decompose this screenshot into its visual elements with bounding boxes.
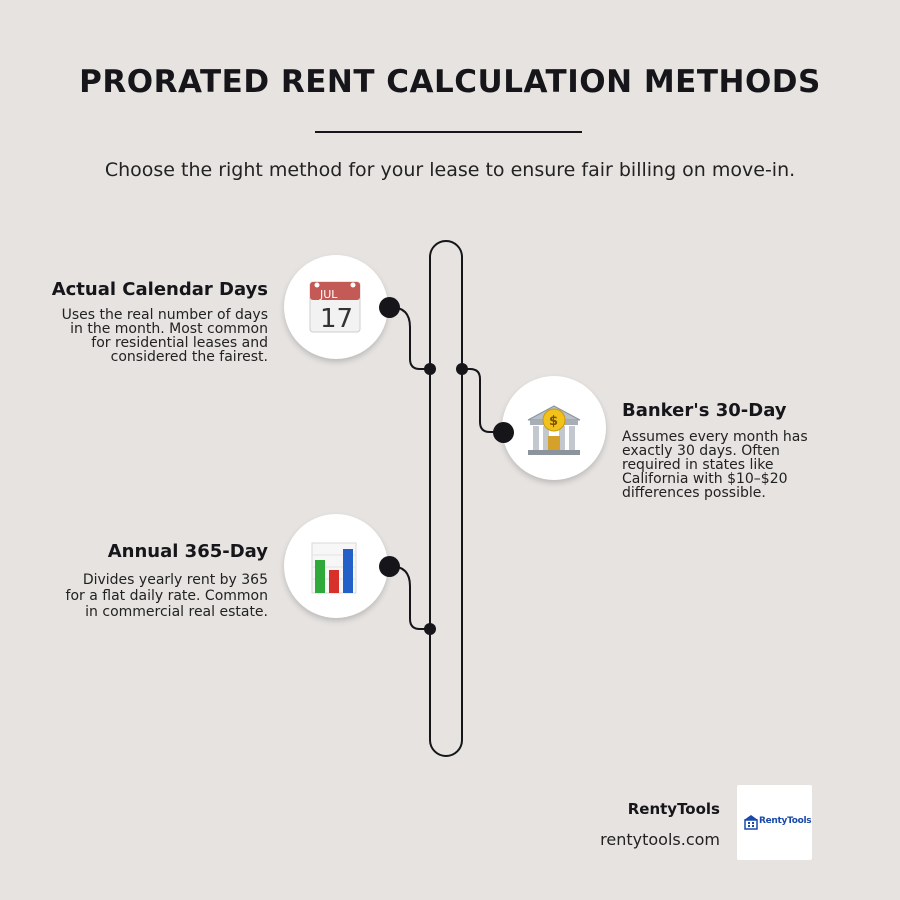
branch-dot-annual bbox=[379, 556, 400, 577]
bank-icon-circle bbox=[502, 376, 606, 480]
brand-name: RentyTools bbox=[627, 800, 720, 818]
junction-dot bbox=[456, 363, 468, 375]
calendar-month-label: JUL bbox=[320, 288, 338, 301]
branch-line-calendar bbox=[390, 307, 430, 369]
method-desc-actual-calendar-days: Uses the real number of days in the month. Most common for residential leases and considered the fairest. bbox=[61, 307, 268, 365]
method-desc-bankers-30-day: Assumes every month has exactly 30 days. Often required in states like California with $10–$20 differences possible. bbox=[622, 429, 808, 501]
building-icon bbox=[743, 814, 759, 830]
branch-line-annual bbox=[390, 566, 430, 629]
bar-chart-icon bbox=[284, 514, 388, 618]
junction-dot bbox=[424, 363, 436, 375]
branch-line-banker bbox=[462, 369, 503, 432]
page-title: PRORATED RENT CALCULATION METHODS bbox=[79, 64, 821, 100]
calendar-day-label: 17 bbox=[320, 304, 354, 334]
calendar-icon bbox=[284, 255, 388, 359]
bar-chart-icon-circle bbox=[284, 514, 388, 618]
brand-logo bbox=[737, 785, 812, 860]
svg-text:$: $ bbox=[549, 414, 559, 429]
branch-dot-calendar bbox=[379, 297, 400, 318]
brand-url-link[interactable]: rentytools.com bbox=[600, 830, 720, 849]
junction-dot bbox=[424, 623, 436, 635]
method-desc-annual-365-day: Divides yearly rent by 365 for a flat daily rate. Common in commercial real estate. bbox=[65, 572, 268, 620]
branch-dot-banker bbox=[493, 422, 514, 443]
calendar-icon-circle bbox=[284, 255, 388, 359]
method-title-annual-365-day: Annual 365-Day bbox=[107, 541, 268, 562]
method-title-actual-calendar-days: Actual Calendar Days bbox=[51, 279, 268, 300]
method-title-bankers-30-day: Banker's 30-Day bbox=[622, 400, 787, 421]
page-subtitle: Choose the right method for your lease to ensure fair billing on move-in. bbox=[104, 159, 796, 181]
bank-icon bbox=[502, 376, 606, 480]
logo-text: RentyTools bbox=[759, 816, 812, 826]
timeline-track bbox=[430, 241, 462, 756]
